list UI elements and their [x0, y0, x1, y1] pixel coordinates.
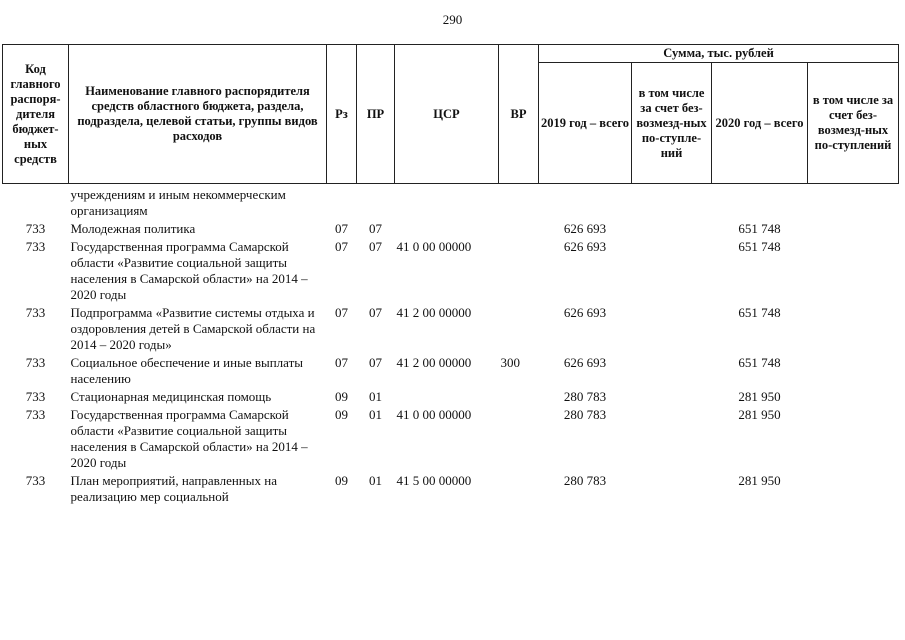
cell-code: 733 — [25, 407, 46, 422]
cell-code: 733 — [25, 221, 46, 236]
cell-free-2020 — [808, 184, 899, 220]
table-row — [3, 353, 899, 387]
cell-csr: 41 0 00 00000 — [396, 239, 472, 254]
cell-pr: 01 — [369, 407, 382, 422]
cell-sum-2019: 280 783 — [563, 407, 607, 422]
cell-sum-2019: 626 693 — [563, 305, 607, 320]
cell-vr: 300 — [500, 355, 520, 370]
cell-name: План мероприятий, направленных на реализацию мер социальной — [70, 473, 277, 504]
header-vr: ВР — [499, 45, 539, 184]
cell-pr: 07 — [369, 355, 382, 370]
cell-vr — [499, 219, 539, 237]
cell-csr: 41 5 00 00000 — [396, 473, 472, 488]
header-pr: ПР — [357, 45, 395, 184]
cell-rz — [327, 184, 357, 220]
cell-free-2020 — [808, 471, 899, 505]
budget-table — [2, 44, 899, 505]
cell-name: учреждениям и иным некоммерческим организациям — [70, 187, 286, 218]
cell-rz: 09 — [335, 389, 348, 404]
cell-rz: 09 — [335, 407, 348, 422]
cell-sum-2019: 626 693 — [563, 239, 607, 254]
cell-sum-2019: 626 693 — [563, 221, 607, 236]
cell-vr — [499, 303, 539, 353]
table-row — [3, 184, 899, 220]
cell-pr: 07 — [369, 221, 382, 236]
cell-code: 733 — [25, 239, 46, 254]
table-row — [3, 237, 899, 303]
table-row — [3, 219, 899, 237]
cell-csr: 41 0 00 00000 — [396, 407, 472, 422]
cell-pr: 01 — [369, 389, 382, 404]
header-sum-2019: 2019 год – всего — [539, 63, 632, 184]
header-free-2019: в том числе за счет без-возмезд-ных по-ступле-ний — [632, 63, 712, 184]
cell-sum-2020: 281 950 — [738, 473, 781, 488]
cell-rz: 07 — [335, 305, 348, 320]
cell-free-2020 — [808, 237, 899, 303]
cell-pr: 07 — [369, 305, 382, 320]
cell-vr — [499, 184, 539, 220]
cell-name: Молодежная политика — [70, 221, 196, 236]
header-code: Код главного распоря-дителя бюджет-ных средств — [3, 45, 69, 184]
table-row — [3, 471, 899, 505]
cell-sum-2020: 651 748 — [738, 355, 781, 370]
cell-code: 733 — [25, 355, 46, 370]
cell-csr — [395, 219, 499, 237]
cell-free-2019 — [632, 471, 712, 505]
cell-sum-2019: 280 783 — [563, 389, 607, 404]
cell-free-2019 — [632, 405, 712, 471]
cell-sum-2019: 626 693 — [563, 355, 607, 370]
cell-vr — [499, 405, 539, 471]
cell-code: 733 — [25, 473, 46, 488]
page-number: 290 — [442, 12, 463, 27]
cell-vr — [499, 237, 539, 303]
cell-free-2019 — [632, 303, 712, 353]
table-row — [3, 405, 899, 471]
cell-sum-2020: 651 748 — [738, 221, 781, 236]
cell-sum-2019 — [539, 184, 632, 220]
cell-rz: 07 — [335, 239, 348, 254]
cell-name: Государственная программа Самарской области «Развитие социальной защиты населения в Самарской области» на 2014 – 2020 годы — [70, 407, 308, 470]
cell-pr — [357, 184, 395, 220]
cell-name: Подпрограмма «Развитие системы отдыха и оздоровления детей в Самарской области на 2014 – 2020 годы» — [70, 305, 316, 352]
cell-sum-2019: 280 783 — [563, 473, 607, 488]
cell-sum-2020: 651 748 — [738, 305, 781, 320]
cell-free-2020 — [808, 405, 899, 471]
cell-free-2019 — [632, 219, 712, 237]
cell-free-2020 — [808, 387, 899, 405]
table-row — [3, 303, 899, 353]
cell-name: Стационарная медицинская помощь — [70, 389, 272, 404]
cell-vr — [499, 387, 539, 405]
cell-free-2020 — [808, 303, 899, 353]
cell-pr: 07 — [369, 239, 382, 254]
cell-free-2019 — [632, 184, 712, 220]
header-sum-group: Сумма, тыс. рублей — [539, 45, 899, 63]
header-sum-2020: 2020 год – всего — [712, 63, 808, 184]
header-rz: Рз — [327, 45, 357, 184]
cell-pr: 01 — [369, 473, 382, 488]
header-name: Наименование главного распорядителя средств областного бюджета, раздела, подраздела, целевой статьи, группы видов расходов — [69, 45, 327, 184]
cell-rz: 07 — [335, 355, 348, 370]
cell-csr: 41 2 00 00000 — [396, 355, 472, 370]
cell-free-2019 — [632, 353, 712, 387]
cell-csr — [395, 184, 499, 220]
cell-rz: 07 — [335, 221, 348, 236]
cell-sum-2020: 281 950 — [738, 389, 781, 404]
cell-sum-2020 — [712, 184, 808, 220]
cell-rz: 09 — [335, 473, 348, 488]
table-header — [3, 45, 899, 184]
header-free-2020: в том числе за счет без-возмезд-ных по-ступлений — [808, 63, 899, 184]
cell-code: 733 — [25, 305, 46, 320]
cell-name: Государственная программа Самарской области «Развитие социальной защиты населения в Самарской области» на 2014 – 2020 годы — [70, 239, 308, 302]
cell-name: Социальное обеспечение и иные выплаты населению — [70, 355, 304, 386]
cell-csr — [395, 387, 499, 405]
cell-vr — [499, 471, 539, 505]
cell-csr: 41 2 00 00000 — [396, 305, 472, 320]
cell-free-2020 — [808, 353, 899, 387]
cell-free-2019 — [632, 387, 712, 405]
cell-free-2020 — [808, 219, 899, 237]
header-csr: ЦСР — [395, 45, 499, 184]
cell-sum-2020: 281 950 — [738, 407, 781, 422]
cell-sum-2020: 651 748 — [738, 239, 781, 254]
cell-code: 733 — [25, 389, 46, 404]
cell-free-2019 — [632, 237, 712, 303]
table-body — [3, 184, 899, 506]
table-row — [3, 387, 899, 405]
cell-code — [3, 184, 69, 220]
